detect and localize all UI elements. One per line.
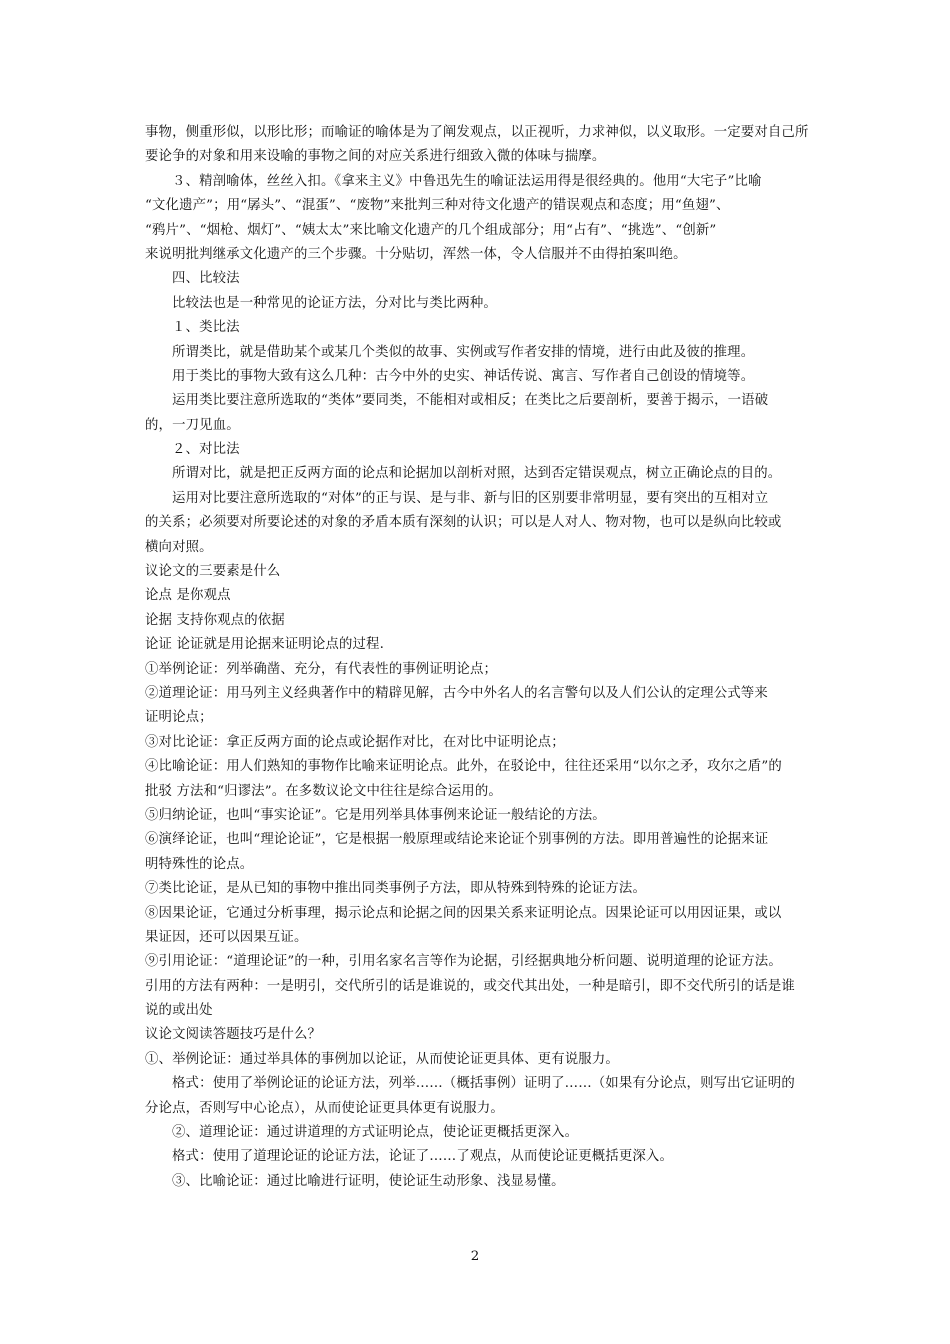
text-line: ②、道理论证：通过讲道理的方式证明论点，使论证更概括更深入。 xyxy=(172,1125,579,1141)
text-line: 比较法也是一种常见的论证方法，分对比与类比两种。 xyxy=(172,295,497,311)
text-line: 格式：使用了道理论证的论证方法，论证了……了观点，从而使论证更概括更深入。 xyxy=(172,1149,674,1165)
text-line: 议论文阅读答题技巧是什么？ xyxy=(145,1027,322,1043)
text-line: 论据 支持你观点的依据 xyxy=(145,612,285,628)
text-line: 事物，侧重形似，以形比形；而喻证的喻体是为了阐发观点，以正视听，力求神似，以义取形。一定要对自己所 xyxy=(145,125,809,140)
text-line: ⑦类比论证，是从已知的事物中推出同类事例子方法，即从特殊到特殊的论证方法。 xyxy=(145,881,647,897)
text-line: ⑤归纳论证，也叫“事实论证”。它是用列举具体事例来论证一般结论的方法。 xyxy=(145,807,606,823)
text-line: ①、举例论证：通过举具体的事例加以论证，从而使论证更具体、更有说服力。 xyxy=(145,1051,619,1067)
text-line: 用于类比的事物大致有这么几种：古今中外的史实、神话传说、寓言、写作者自己创设的情境等。 xyxy=(172,368,755,384)
text-line: ２、对比法 xyxy=(172,442,240,458)
text-line: 论点 是你观点 xyxy=(145,588,231,604)
text-line: ①举例论证：列举确凿、充分，有代表性的事例证明论点； xyxy=(145,661,498,677)
document-body xyxy=(145,121,810,1194)
text-line: １、类比法 xyxy=(172,320,240,336)
text-line: 批驳 方法和“归谬法”。在多数议论文中往往是综合运用的。 xyxy=(145,783,502,799)
text-line: ⑧因果论证，它通过分析事理，揭示论点和论据之间的因果关系来证明论点。因果论证可以用因证果，或以 xyxy=(145,905,782,921)
text-line: 明特殊性的论点。 xyxy=(145,856,254,872)
text-line: 所谓对比，就是把正反两方面的论点和论据加以剖析对照，达到否定错误观点，树立正确论点的目的。 xyxy=(172,466,782,482)
text-line: ⑥演绎论证，也叫“理论论证”，它是根据一般原理或结论来论证个别事例的方法。即用普遍性的论据来证 xyxy=(145,832,769,848)
text-line: ③对比论证：拿正反两方面的论点或论据作对比，在对比中证明论点； xyxy=(145,734,565,750)
text-line: ②道理论证：用马列主义经典著作中的精辟见解，古今中外名人的名言警句以及人们公认的定理公式等来 xyxy=(145,685,768,701)
text-line: “文化遗产”；用“孱头”、“混蛋”、“废物”来批判三种对待文化遗产的错误观点和态度；用“鱼翅”、 xyxy=(145,198,730,214)
text-line: ④比喻论证：用人们熟知的事物作比喻来证明论点。此外，在驳论中，往往还采用“以尔之矛，攻尔之盾”的 xyxy=(145,759,782,775)
text-line: 四、比较法 xyxy=(172,271,240,287)
text-line: 横向对照。 xyxy=(145,539,213,555)
text-line: 的关系；必须要对所要论述的对象的矛盾本质有深刻的认识；可以是人对人、物对物，也可以是纵向比较或 xyxy=(145,515,782,531)
text-line: 的，一刀见血。 xyxy=(145,417,240,433)
text-line: 分论点，否则写中心论点），从而使论证更具体更有说服力。 xyxy=(145,1100,504,1116)
page-number: 2 xyxy=(470,1249,480,1264)
text-line: 引用的方法有两种：一是明引，交代所引的话是谁说的，或交代其出处，一种是暗引，即不交代所引的话是谁 xyxy=(145,978,795,994)
text-line: 说的或出处 xyxy=(145,1003,213,1019)
text-line: “鸦片”、“烟枪、烟灯”、“姨太太”来比喻文化遗产的几个组成部分；用“占有”、“挑选”、“创新” xyxy=(145,222,717,238)
text-line: ３、精剖喻体，丝丝入扣。《拿来主义》中鲁迅先生的喻证法运用得是很经典的。他用“大宅子”比喻 xyxy=(172,173,762,189)
text-line: 果证因，还可以因果互证。 xyxy=(145,929,308,945)
text-line: 证明论点； xyxy=(145,710,213,726)
text-line: 运用类比要注意所选取的“类体”要同类，不能相对或相反；在类比之后要剖析，要善于揭示，一语破 xyxy=(172,393,769,409)
text-line: 格式：使用了举例论证的论证方法，列举……（概括事例）证明了……（如果有分论点，则写出它证明的 xyxy=(172,1076,795,1092)
text-line: ③、比喻论证：通过比喻进行证明，使论证生动形象、浅显易懂。 xyxy=(172,1173,565,1189)
text-line: 运用对比要注意所选取的“对体”的正与误、是与非、新与旧的区别要非常明显，要有突出的互相对立 xyxy=(172,490,769,506)
text-line: 所谓类比，就是借助某个或某几个类似的故事、实例或写作者安排的情境，进行由此及彼的推理。 xyxy=(172,344,755,360)
text-line: 来说明批判继承文化遗产的三个步骤。十分贴切，浑然一体，令人信服并不由得拍案叫绝。 xyxy=(145,246,687,262)
text-line: 议论文的三要素是什么 xyxy=(145,564,281,580)
text-line: 要论争的对象和用来设喻的事物之间的对应关系进行细致入微的体味与揣摩。 xyxy=(145,149,606,165)
text-line: 论证 论证就是用论据来证明论点的过程. xyxy=(145,637,385,653)
text-line: ⑨引用论证：“道理论证”的一种，引用名家名言等作为论据，引经据典地分析问题、说明道理的论证方法。 xyxy=(145,954,782,970)
